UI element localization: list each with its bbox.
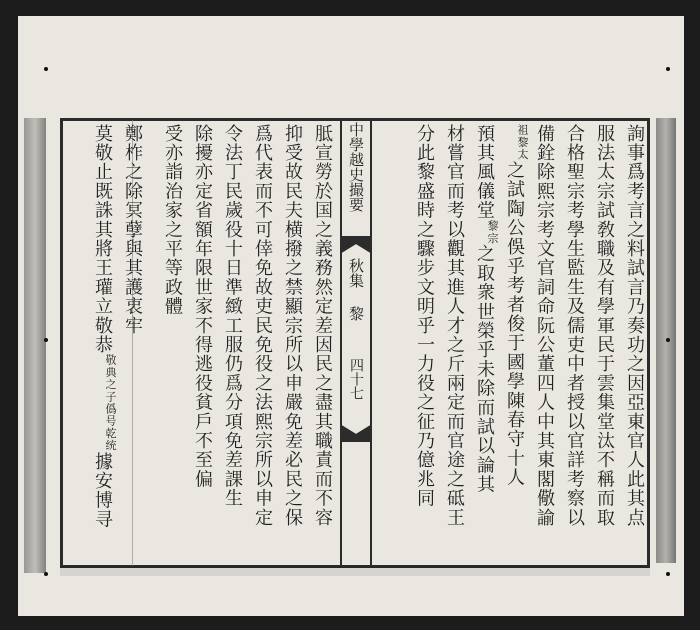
left-col-8-text-a: 莫敬止既誅其將王瓘立敬恭 — [92, 124, 113, 355]
bottom-shadow — [60, 566, 650, 576]
right-col-1: 詢事爲考言之料試言乃奏功之因亞東官人此其点 — [624, 124, 645, 528]
left-col-1: 胝宣勞於国之義務然定差因民之盡其職責而不容 — [312, 124, 333, 528]
right-col-6 — [470, 124, 498, 494]
right-col-6-text-a: 預其風儀堂 — [474, 124, 495, 220]
binding-hole-icon — [666, 67, 670, 71]
binding-hole-icon — [44, 67, 48, 71]
left-col-6: 受亦詣治家之平等政體 — [162, 124, 183, 316]
left-binding-edge — [24, 118, 46, 573]
book-title: 中學越史撮要 — [347, 122, 365, 212]
right-col-3: 合格聖宗考學生監生及儒吏中者授以官詳考察以 — [564, 124, 585, 528]
left-col-2: 抑受故民夫横撥之禁顯宗所以申嚴免差必民之保 — [282, 124, 303, 528]
left-col-8-note: 敬典之子僞号乾统 — [104, 354, 117, 453]
right-col-5-note: 祖黎太 — [516, 124, 529, 161]
volume-name: 黎 — [347, 306, 365, 321]
page-number: 四十七 — [348, 358, 364, 400]
left-col-5: 除擾亦定省額年限世家不得逃役貧戶不至偏 — [192, 124, 213, 489]
right-col-6-text-b: 之取衆世榮乎未除而試以論其 — [474, 244, 495, 495]
right-col-2: 服法太宗試敎職及有學軍民于雲集堂汰不稱而取 — [594, 124, 615, 528]
right-col-8: 分此黎盛時之驟步文明乎一力役之征乃億兆同 — [414, 124, 435, 508]
left-col-3: 爲代表而不可倖免故吏民免役之法熙宗所以申定 — [252, 124, 273, 528]
left-col-8-text-b: 據安博寻 — [92, 452, 113, 529]
left-col-7: 鄭柞之除冥孽與其護衷牢 — [122, 124, 143, 336]
binding-hole-icon — [44, 572, 48, 576]
left-col-8 — [88, 124, 116, 529]
right-col-5 — [500, 124, 528, 487]
right-col-6-note: 黎宗 — [486, 220, 499, 245]
right-col-5-text: 之試陶公俁乎考者俊于國學陳春守十人 — [504, 160, 525, 488]
section-name: 秋集 — [347, 258, 365, 288]
right-col-7: 材嘗官而考以觀其進人才之斤兩定而官途之砥王 — [444, 124, 465, 528]
binding-hole-icon — [666, 572, 670, 576]
binding-hole-icon — [666, 338, 670, 342]
binding-hole-icon — [44, 338, 48, 342]
left-col-4: 令法丁民歲役十日準緻工服仍爲分項免差課生 — [222, 124, 243, 508]
right-col-4: 備銓除熙宗考文官詞命阮公董四人中其東閣儆諭 — [534, 124, 555, 528]
section-title — [344, 258, 368, 321]
